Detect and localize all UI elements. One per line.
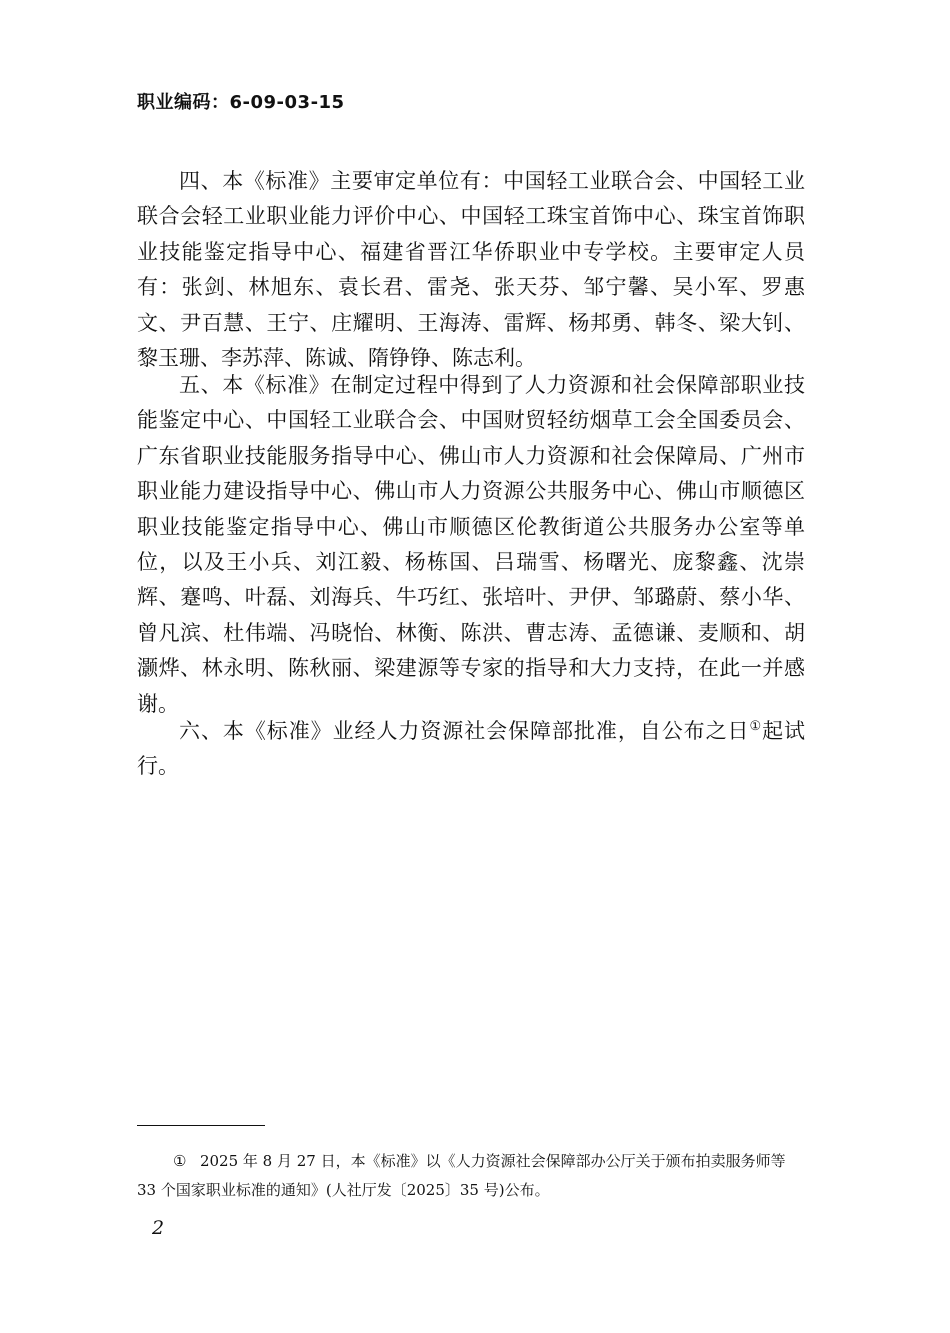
footnote-text: 2025 年 8 月 27 日，本《标准》以《人力资源社会保障部办公厅关于颁布拍卖服务师等 33 个国家职业标准的通知》(人社厅发〔2025〕35 号)公布。 bbox=[137, 1152, 786, 1199]
footnote-mark: ① bbox=[173, 1152, 187, 1170]
paragraph-effective-date-text: 六、本《标准》业经人力资源社会保障部批准，自公布之日 bbox=[179, 719, 750, 743]
paragraph-effective-date-end: 起试行。 bbox=[137, 719, 806, 779]
paragraph-review-units: 四、本《标准》主要审定单位有：中国轻工业联合会、中国轻工业联合会轻工业职业能力评价中心、中国轻工珠宝首饰中心、珠宝首饰职业技能鉴定指导中心、福建省晋江华侨职业中专学校。主要审定人员有：张剑、林旭东、袁长君、雷尧、张天芬、邹宁馨、吴小军、罗惠文、尹百慧、王宁、庄耀明、王海涛、雷辉、杨邦勇、韩冬、梁大钊、黎玉珊、李苏萍、陈诚、隋铮铮、陈志利。 bbox=[137, 169, 805, 371]
footnote-reference[interactable]: ① bbox=[749, 719, 763, 734]
footnote bbox=[137, 1147, 805, 1205]
page-number: 2 bbox=[152, 1217, 165, 1239]
occupation-code: 职业编码：6-09-03-15 bbox=[137, 92, 345, 113]
paragraph-acknowledgements: 五、本《标准》在制定过程中得到了人力资源和社会保障部职业技能鉴定中心、中国轻工业联合会、中国财贸轻纺烟草工会全国委员会、广东省职业技能服务指导中心、佛山市人力资源和社会保障局、广州市职业能力建设指导中心、佛山市人力资源公共服务中心、佛山市顺德区职业技能鉴定指导中心、佛山市顺德区伦教街道公共服务办公室等单位，以及王小兵、刘江毅、杨栋国、吕瑞雪、杨曙光、庞黎鑫、沈崇辉、蹇鸣、叶磊、刘海兵、牛巧红、张培叶、尹伊、邹璐蔚、蔡小华、曾凡滨、杜伟端、冯晓怡、林衡、陈洪、曹志涛、孟德谦、麦顺和、胡灏烨、林永明、陈秋丽、梁建源等专家的指导和大力支持，在此一并感谢。 bbox=[137, 373, 805, 716]
footnote-divider bbox=[137, 1125, 265, 1126]
paragraph-effective-date bbox=[137, 714, 805, 785]
